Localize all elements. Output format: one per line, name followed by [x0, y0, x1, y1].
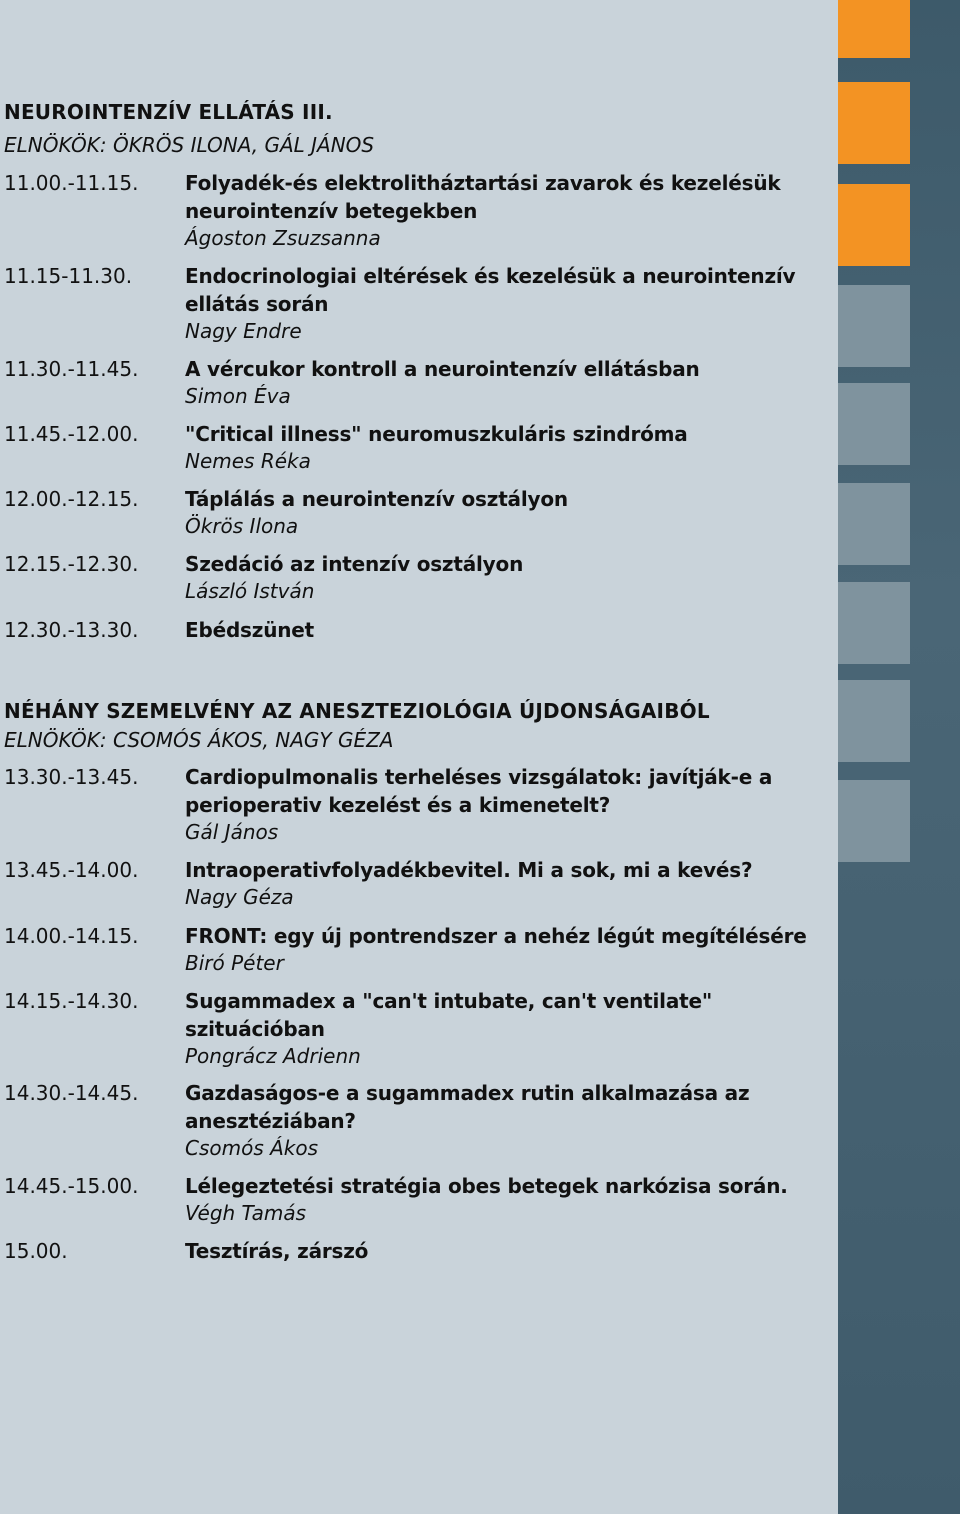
- item-speaker: Pongrácz Adrienn: [185, 1044, 361, 1068]
- item-title: A vércukor kontroll a neurointenzív ellátásban: [185, 357, 700, 381]
- item-title: FRONT: egy új pontrendszer a nehéz légút megítélésére: [185, 924, 807, 948]
- item-title: Sugammadex a "can't intubate, can't ventilate" szituációban: [185, 989, 713, 1041]
- item-title: Lélegeztetési stratégia obes betegek narkózisa során.: [185, 1174, 788, 1198]
- item-time: 13.45.-14.00.: [4, 858, 139, 882]
- item-speaker: László István: [185, 579, 315, 603]
- item-speaker: Simon Éva: [185, 384, 291, 408]
- item-time: 11.00.-11.15.: [4, 171, 139, 195]
- item-time: 12.00.-12.15.: [4, 487, 139, 511]
- item-speaker: Ágoston Zsuzsanna: [185, 226, 381, 250]
- item-title: Gazdaságos-e a sugammadex rutin alkalmazása az anesztéziában?: [185, 1081, 750, 1133]
- item-title: Endocrinologiai eltérések és kezelésük a neurointenzív ellátás során: [185, 264, 796, 316]
- item-time: 11.45.-12.00.: [4, 422, 139, 446]
- item-title: Ebédszünet: [185, 618, 315, 642]
- item-time: 11.15-11.30.: [4, 264, 133, 288]
- item-time: 13.30.-13.45.: [4, 765, 139, 789]
- item-title: Cardiopulmonalis terheléses vizsgálatok: javítják-e a perioperativ kezelést és a kimenetelt?: [185, 765, 773, 817]
- item-speaker: Nagy Endre: [185, 319, 302, 343]
- session-chairs: ELNÖKÖK: CSOMÓS ÁKOS, NAGY GÉZA: [4, 728, 394, 752]
- side-tab-grey: [838, 680, 910, 762]
- session-chairs: ELNÖKÖK: ÖKRÖS ILONA, GÁL JÁNOS: [4, 133, 375, 157]
- side-tab-grey: [838, 383, 910, 465]
- side-tab-orange: [838, 82, 910, 164]
- side-tab-grey: [838, 483, 910, 565]
- item-time: 14.45.-15.00.: [4, 1174, 139, 1198]
- item-title: Intraoperativfolyadékbevitel. Mi a sok, mi a kevés?: [185, 858, 753, 882]
- item-time: 14.30.-14.45.: [4, 1081, 139, 1105]
- item-speaker: Nemes Réka: [185, 449, 311, 473]
- item-title: Tesztírás, zárszó: [185, 1239, 369, 1263]
- side-tab-grey: [838, 582, 910, 664]
- item-time: 14.15.-14.30.: [4, 989, 139, 1013]
- side-tab-grey: [838, 780, 910, 862]
- item-title: Folyadék-és elektrolitháztartási zavarok és kezelésük neurointenzív betegekben: [185, 171, 781, 223]
- item-title: Szedáció az intenzív osztályon: [185, 552, 524, 576]
- item-time: 15.00.: [4, 1239, 68, 1263]
- side-tab-orange: [838, 184, 910, 266]
- item-time: 11.30.-11.45.: [4, 357, 139, 381]
- item-speaker: Biró Péter: [185, 951, 284, 975]
- item-speaker: Végh Tamás: [185, 1201, 307, 1225]
- item-speaker: Ökrös Ilona: [185, 514, 299, 538]
- item-title: "Critical illness" neuromuszkuláris szindróma: [185, 422, 688, 446]
- item-speaker: Gál János: [185, 820, 279, 844]
- side-tab-orange: [838, 0, 910, 58]
- item-time: 12.30.-13.30.: [4, 618, 139, 642]
- item-time: 12.15.-12.30.: [4, 552, 139, 576]
- session-title: NÉHÁNY SZEMELVÉNY AZ ANESZTEZIOLÓGIA ÚJDONSÁGAIBÓL: [4, 699, 710, 723]
- item-speaker: Nagy Géza: [185, 885, 294, 909]
- side-tab-grey: [838, 285, 910, 367]
- session-title: NEUROINTENZÍV ELLÁTÁS III.: [4, 100, 333, 124]
- item-speaker: Csomós Ákos: [185, 1136, 319, 1160]
- item-time: 14.00.-14.15.: [4, 924, 139, 948]
- item-title: Táplálás a neurointenzív osztályon: [185, 487, 568, 511]
